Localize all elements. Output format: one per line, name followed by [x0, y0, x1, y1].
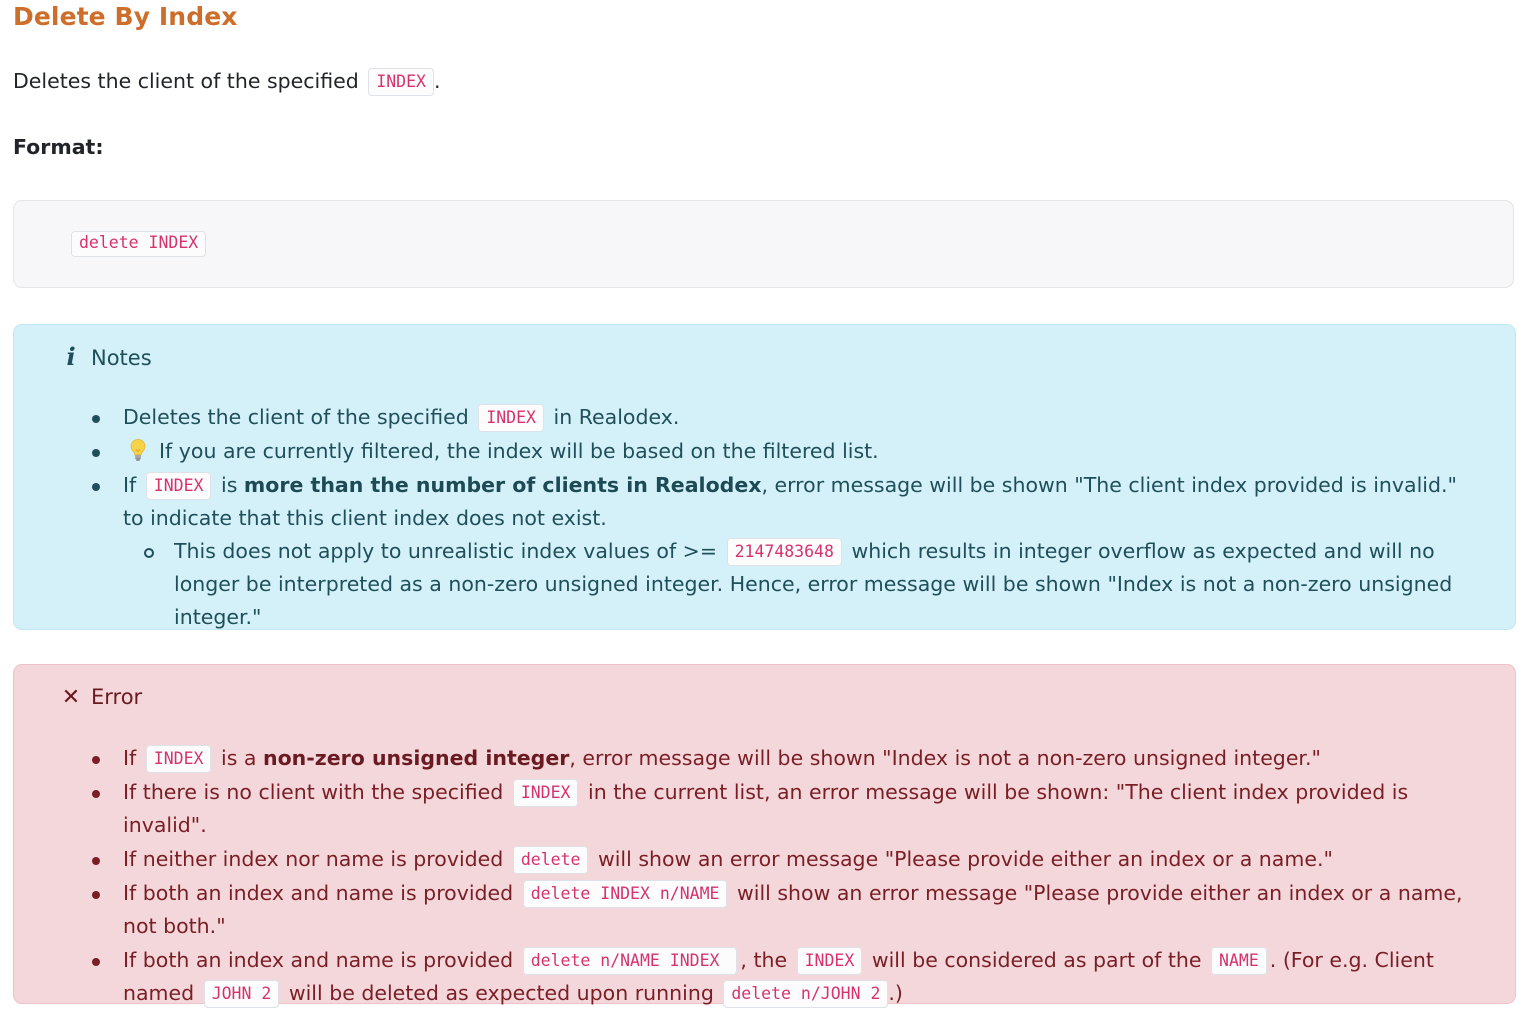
- inline-code: INDEX: [146, 472, 212, 500]
- item-text: , error message will be shown "Index is not a non-zero unsigned integer.": [569, 746, 1321, 770]
- list-item: [123, 944, 1473, 1010]
- list-item: [123, 469, 1473, 634]
- inline-code: INDEX: [797, 947, 863, 975]
- item-text: will show an error message "Please provide either an index or a name, not both.": [123, 881, 1463, 938]
- inline-code: delete n/JOHN 2: [723, 980, 888, 1008]
- inline-code: 2147483648: [727, 538, 842, 566]
- item-text: . (For e.g. Client named: [123, 948, 1434, 1005]
- inline-code: INDEX: [513, 779, 579, 807]
- item-text: will be deleted as expected upon running: [288, 981, 714, 1005]
- list-item: [123, 435, 1473, 468]
- item-text: If: [123, 473, 137, 497]
- item-text: is: [221, 473, 238, 497]
- info-icon: i: [66, 342, 76, 371]
- item-text: , the: [740, 948, 788, 972]
- item-text: is a: [221, 746, 257, 770]
- error-box: [13, 664, 1516, 1004]
- item-text: If neither index nor name is provided: [123, 847, 504, 871]
- sub-list-item: [174, 535, 1473, 634]
- format-code-block: [13, 200, 1514, 288]
- intro-paragraph: [13, 64, 441, 98]
- item-text: .): [888, 981, 903, 1005]
- list-item: [123, 401, 1473, 434]
- item-text: If both an index and name is provided: [123, 881, 514, 905]
- intro-text: Deletes the client of the specified: [13, 69, 359, 93]
- item-text: will be considered as part of the: [871, 948, 1202, 972]
- list-item: [123, 843, 1473, 876]
- item-text: Deletes the client of the specified: [123, 405, 469, 429]
- notes-heading-label: Notes: [91, 346, 152, 370]
- item-text: will show an error message "Please provide either an index or a name.": [597, 847, 1333, 871]
- list-item: [123, 742, 1473, 775]
- close-icon: ✕: [61, 685, 81, 710]
- item-text: in the current list, an error message will be shown: "The client index provided is invalid".: [123, 780, 1409, 837]
- inline-code: delete INDEX n/NAME: [523, 880, 728, 908]
- lightbulb-icon: [129, 438, 147, 462]
- item-text: in Realodex.: [553, 405, 680, 429]
- section-title: Delete By Index: [13, 2, 238, 31]
- notes-heading: [60, 342, 152, 373]
- notes-sublist: [123, 535, 1473, 634]
- notes-box: [13, 324, 1516, 630]
- item-text: If: [123, 746, 137, 770]
- inline-code: INDEX: [478, 404, 544, 432]
- bold-text: non-zero unsigned integer: [263, 746, 570, 770]
- error-list: [123, 742, 1473, 1011]
- list-item: [123, 776, 1473, 842]
- notes-list: [123, 401, 1473, 635]
- inline-code: JOHN 2: [204, 980, 280, 1008]
- item-text: , error message will be shown "The client index provided is invalid." to indicate that this client index does not exist.: [123, 473, 1457, 530]
- item-text: If you are currently filtered, the index will be based on the filtered list.: [159, 439, 879, 463]
- error-heading-label: Error: [91, 685, 143, 709]
- format-code: delete INDEX: [71, 231, 206, 257]
- intro-period: .: [433, 69, 441, 93]
- inline-code: delete: [513, 846, 589, 874]
- item-text: This does not apply to unrealistic index values of >=: [174, 539, 718, 563]
- item-text: which results in integer overflow as expected and will no longer be interpreted as a non-zero unsigned integer. Hence, error message will be shown "Index is not a non-zero unsigned integer.": [174, 539, 1453, 629]
- error-heading: [60, 682, 142, 713]
- format-label: Format:: [13, 135, 104, 159]
- inline-code: INDEX: [146, 745, 212, 773]
- bold-text: more than the number of clients in Realodex: [243, 473, 762, 497]
- inline-code: NAME: [1211, 947, 1267, 975]
- item-text: If there is no client with the specified: [123, 780, 504, 804]
- inline-code: delete n/NAME INDEX: [523, 947, 738, 975]
- list-item: [123, 877, 1473, 943]
- inline-code-index: INDEX: [368, 68, 434, 96]
- item-text: If both an index and name is provided: [123, 948, 514, 972]
